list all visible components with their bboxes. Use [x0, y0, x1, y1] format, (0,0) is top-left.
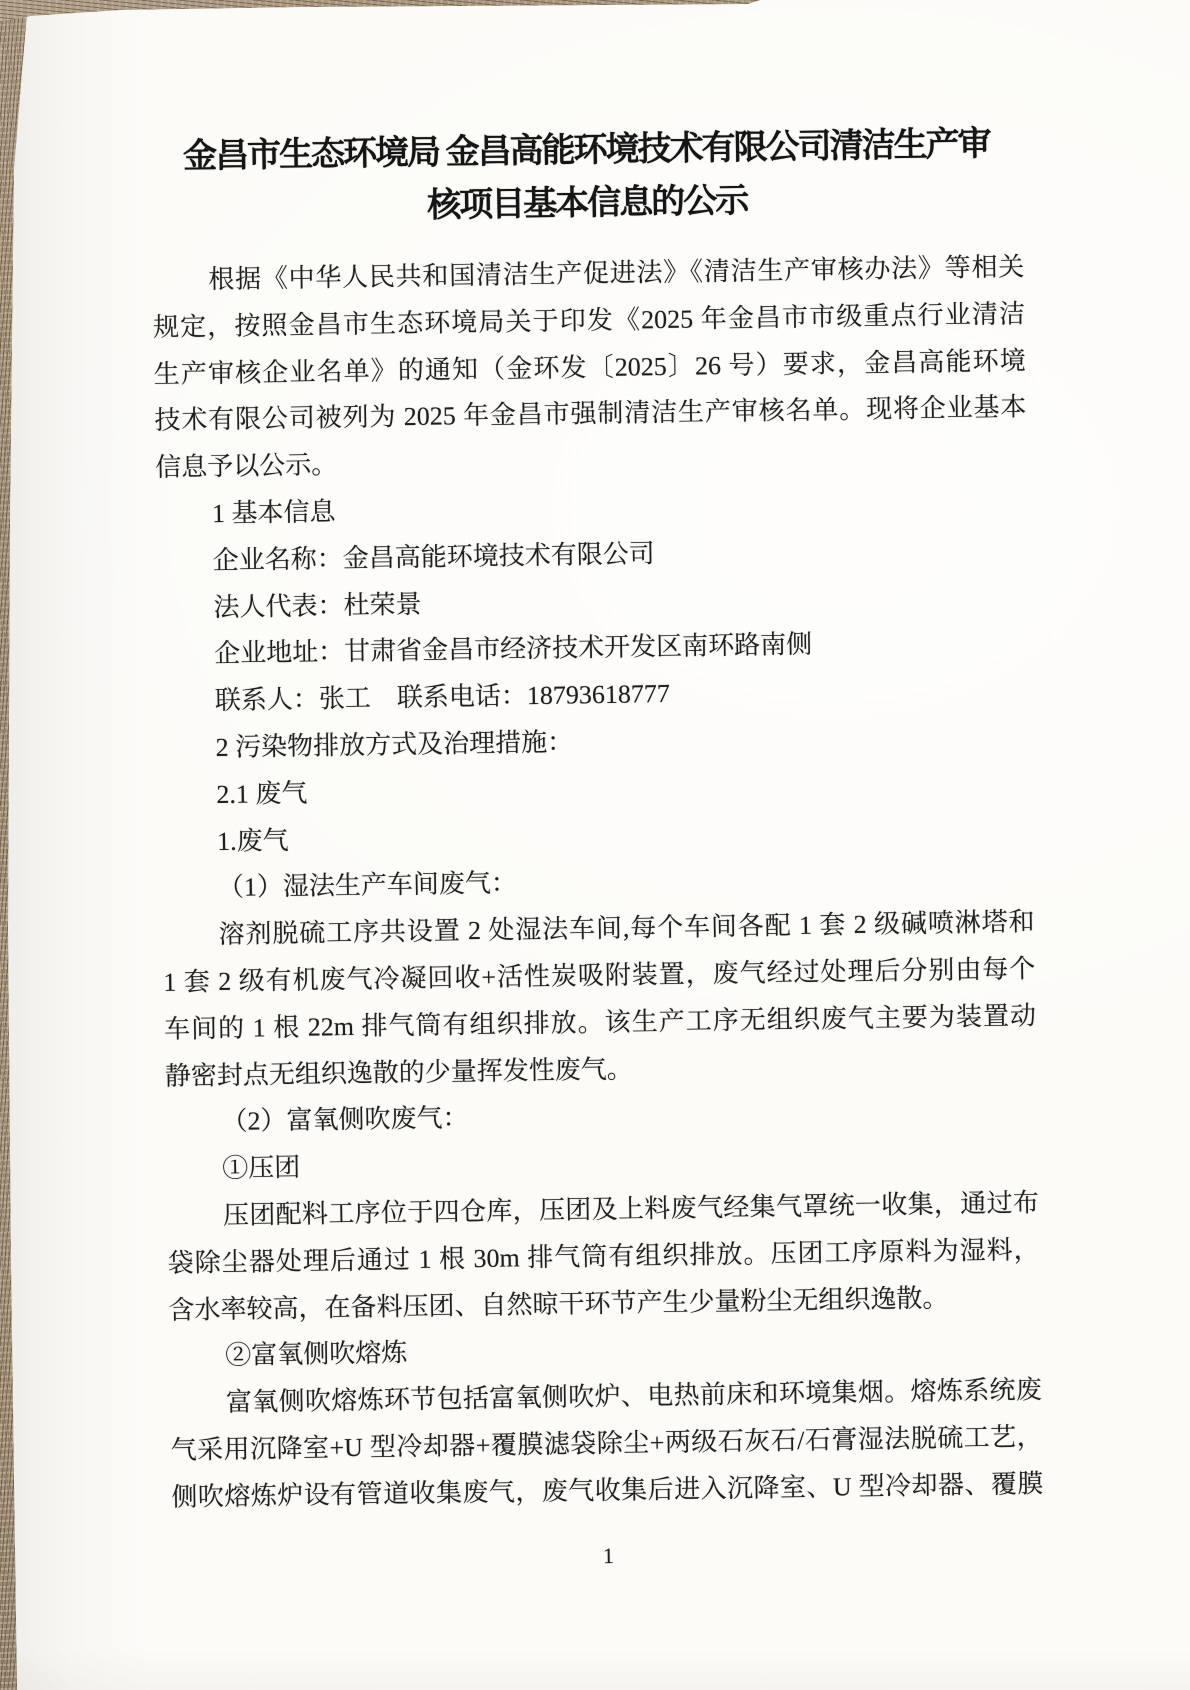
page-number: 1 — [602, 1542, 615, 1569]
body-line: 溶剂脱硫工序共设置 2 处湿法车间,每个车间各配 1 套 2 级碱喷淋塔和 — [218, 907, 1035, 950]
title-line-2: 核项目基本信息的公示 — [426, 182, 748, 225]
body-line: ①压团 — [222, 1152, 301, 1184]
body-line: 2.1 废气 — [216, 778, 308, 809]
body-line: 1 套 2 级有机废气冷凝回收+活性炭吸附装置，废气经过处理后分别由每个 — [163, 954, 1036, 997]
body-line: 2 污染物排放方式及治理措施： — [215, 727, 574, 763]
body-line: 联系人：张工 联系电话：18793618777 — [214, 679, 671, 716]
body-line: （1）湿法生产车间废气： — [217, 868, 518, 903]
body-line: 车间的 1 根 22m 排气筒有组织排放。该生产工序无组织废气主要为装置动 — [163, 1000, 1037, 1044]
body-line: 含水率较高，在备料压团、自然晾干环节产生少量粉尘无组织逸散。 — [168, 1283, 949, 1325]
body-line: 1.废气 — [216, 825, 289, 856]
body-line: 规定，按照金昌市生态环境局关于印发《2025 年金昌市市级重点行业清洁 — [152, 299, 1026, 342]
body-line: 静密封点无组织逸散的少量挥发性废气。 — [164, 1054, 634, 1091]
body-line: 生产审核企业名单》的通知（金环发〔2025〕26 号）要求，金昌高能环境 — [153, 345, 1026, 389]
body-line: 企业名称：金昌高能环境技术有限公司 — [212, 538, 655, 575]
document-content — [148, 0, 1046, 1690]
title-line-1: 金昌市生态环境局 金昌高能环境技术有限公司清洁生产审 — [182, 125, 990, 176]
document-body — [152, 244, 1044, 1521]
body-line: ②富氧侧吹熔炼 — [224, 1338, 408, 1371]
body-line: 企业地址：甘肃省金昌市经济技术开发区南环路南侧 — [213, 630, 813, 669]
body-line: 根据《中华人民共和国清洁生产促进法》《清洁生产审核办法》等相关 — [208, 252, 1025, 295]
body-line: 法人代表：杜荣景 — [213, 589, 422, 622]
body-line: 压团配料工序位于四仓库，压团及上料废气经集气罩统一收集，通过布 — [222, 1188, 1040, 1230]
body-line: 富氧侧吹熔炼环节包括富氧侧吹炉、电热前床和环境集烟。熔炼系统废 — [225, 1375, 1043, 1418]
body-line: 信息予以公示。 — [155, 450, 338, 483]
body-line: （2）富氧侧吹废气： — [221, 1103, 469, 1137]
body-line: 技术有限公司被列为 2025 年金昌市强制清洁生产审核名单。现将企业基本 — [154, 392, 1027, 436]
body-line: 袋除尘器处理后通过 1 根 30m 排气筒有组织排放。压团工序原料为湿料， — [167, 1234, 1040, 1278]
body-line: 气采用沉降室+U 型冷却器+覆膜滤袋除尘+两级石灰石/石膏湿法脱硫工艺， — [170, 1422, 1043, 1465]
document-title — [150, 117, 1024, 237]
body-line: 侧吹熔炼炉设有管道收集废气，废气收集后进入沉降室、U 型冷却器、覆膜 — [171, 1468, 1044, 1512]
body-line: 1 基本信息 — [211, 497, 336, 529]
